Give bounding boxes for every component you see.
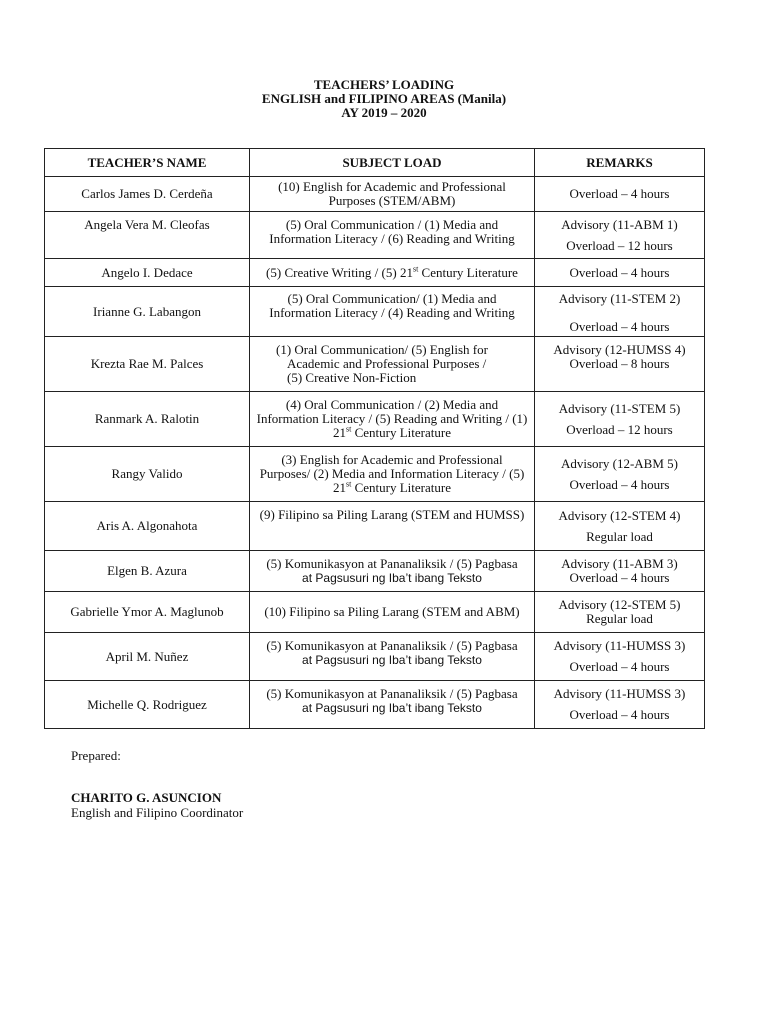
teacher-name-cell: Elgen B. Azura xyxy=(45,551,250,592)
subject-line: (5) Komunikasyon at Pananaliksik / (5) Pagbasa xyxy=(266,638,518,653)
table-row xyxy=(45,212,705,259)
subject-load-cell xyxy=(250,681,535,729)
remarks-cell xyxy=(535,177,705,212)
prepared-label: Prepared: xyxy=(71,748,121,763)
teacher-name-cell: Aris A. Algonahota xyxy=(45,502,250,551)
table-row xyxy=(45,551,705,592)
subject-text: Century Literature xyxy=(351,425,451,440)
subject-line: at Pagsusuri ng Iba’t ibang Teksto xyxy=(302,653,482,667)
subject-text: (5) Creative Writing / (5) 21 xyxy=(266,264,413,280)
ordinal-suffix: st xyxy=(346,424,352,434)
teacher-name-cell: April M. Nuñez xyxy=(45,633,250,681)
subject-line: (1) Oral Communication/ (5) English for xyxy=(276,342,488,357)
signatory-title: English and Filipino Coordinator xyxy=(71,805,244,820)
document-subtitle: ENGLISH and FILIPINO AREAS (Manila) xyxy=(261,91,507,106)
signatory-block xyxy=(71,790,243,820)
remarks-cell xyxy=(535,551,705,592)
remarks-advisory: Advisory (11-ABM 3) xyxy=(561,556,678,571)
teacher-name-cell: Michelle Q. Rodriguez xyxy=(45,681,250,729)
remarks-advisory: Advisory (11-HUMSS 3) xyxy=(553,686,686,701)
remarks-advisory: Advisory (11-HUMSS 3) xyxy=(553,638,686,653)
remarks-load: Regular load xyxy=(586,528,653,544)
remarks-text: Overload – 4 hours xyxy=(569,186,670,201)
ordinal-suffix: st xyxy=(346,479,352,489)
signatory-name: CHARITO G. ASUNCION xyxy=(71,790,222,805)
remarks-load: Overload – 8 hours xyxy=(569,356,670,371)
subject-load-cell xyxy=(250,259,535,287)
remarks-load: Overload – 4 hours xyxy=(569,319,670,334)
subject-load-cell: (5) Oral Communication/ (1) Media and Information Literacy / (4) Reading and Writing xyxy=(250,287,535,337)
teacher-name-cell: Angela Vera M. Cleofas xyxy=(45,212,250,259)
subject-load-cell xyxy=(250,337,535,392)
remarks-cell xyxy=(535,633,705,681)
subject-line: at Pagsusuri ng Iba’t ibang Teksto xyxy=(302,571,482,585)
subject-load-cell: (10) English for Academic and Professional Purposes (STEM/ABM) xyxy=(250,177,535,212)
subject-load-cell: (10) Filipino sa Piling Larang (STEM and ABM) xyxy=(250,592,535,633)
remarks-load: Regular load xyxy=(586,611,653,626)
remarks-load: Overload – 4 hours xyxy=(569,570,670,585)
subject-line: (5) Creative Non-Fiction xyxy=(287,370,417,385)
remarks-advisory: Advisory (11-STEM 2) xyxy=(558,291,681,306)
subject-text: (3) English for Academic and Professional Purposes/ (2) Media and Information Literacy / (5) 21 xyxy=(259,452,525,495)
teacher-name-cell: Gabrielle Ymor A. Maglunob xyxy=(45,592,250,633)
remarks-cell xyxy=(535,592,705,633)
remarks-advisory: Advisory (11-ABM 1) xyxy=(561,217,678,232)
remarks-advisory: Advisory (12-ABM 5) xyxy=(561,455,678,471)
remarks-text: Overload – 4 hours xyxy=(569,264,670,280)
teacher-name-cell: Angelo I. Dedace xyxy=(45,259,250,287)
teacher-name-cell: Irianne G. Labangon xyxy=(45,287,250,337)
remarks-load: Overload – 4 hours xyxy=(569,659,670,674)
remarks-load: Overload – 12 hours xyxy=(566,238,673,253)
table-header-row xyxy=(45,149,705,177)
table-row xyxy=(45,259,705,287)
teachers-loading-table xyxy=(44,148,705,729)
teacher-name-cell: Krezta Rae M. Palces xyxy=(45,337,250,392)
column-header-subject-load: SUBJECT LOAD xyxy=(250,149,535,177)
remarks-cell xyxy=(535,392,705,447)
teacher-name-cell: Ranmark A. Ralotin xyxy=(45,392,250,447)
remarks-advisory: Advisory (11-STEM 5) xyxy=(558,400,681,416)
subject-load-cell: (9) Filipino sa Piling Larang (STEM and HUMSS) xyxy=(250,502,535,551)
subject-text: Century Literature xyxy=(418,264,518,280)
subject-text: (4) Oral Communication / (2) Media and Information Literacy / (5) Reading and Writing / (1) 21 xyxy=(256,397,528,440)
table-row xyxy=(45,681,705,729)
column-header-teacher-name: TEACHER’S NAME xyxy=(45,149,250,177)
table-row xyxy=(45,592,705,633)
document-title-block xyxy=(0,78,768,120)
subject-line: (5) Komunikasyon at Pananaliksik / (5) Pagbasa xyxy=(266,686,518,701)
subject-load-cell: (5) Oral Communication / (1) Media and Information Literacy / (6) Reading and Writing xyxy=(250,212,535,259)
remarks-cell xyxy=(535,681,705,729)
subject-line: at Pagsusuri ng Iba’t ibang Teksto xyxy=(302,701,482,715)
table-row xyxy=(45,337,705,392)
table-row xyxy=(45,177,705,212)
table-row xyxy=(45,447,705,502)
remarks-load: Overload – 4 hours xyxy=(569,476,670,492)
table-row xyxy=(45,392,705,447)
remarks-cell xyxy=(535,287,705,337)
table-row xyxy=(45,287,705,337)
remarks-advisory: Advisory (12-STEM 4) xyxy=(558,507,681,523)
remarks-cell xyxy=(535,447,705,502)
remarks-cell xyxy=(535,337,705,392)
ordinal-suffix: st xyxy=(412,264,419,274)
subject-load-cell xyxy=(250,447,535,502)
teacher-name-cell: Rangy Valido xyxy=(45,447,250,502)
subject-line: (5) Komunikasyon at Pananaliksik / (5) Pagbasa xyxy=(266,556,518,571)
remarks-advisory: Advisory (12-STEM 5) xyxy=(558,597,681,612)
teacher-name-cell: Carlos James D. Cerdeña xyxy=(45,177,250,212)
table-row xyxy=(45,633,705,681)
table-row xyxy=(45,502,705,551)
subject-text: Century Literature xyxy=(351,480,451,495)
subject-load-cell xyxy=(250,392,535,447)
subject-line: Academic and Professional Purposes / xyxy=(287,356,487,371)
column-header-remarks: REMARKS xyxy=(535,149,705,177)
remarks-cell xyxy=(535,502,705,551)
remarks-load: Overload – 12 hours xyxy=(566,421,673,437)
academic-year: AY 2019 – 2020 xyxy=(341,105,427,120)
remarks-advisory: Advisory (12-HUMSS 4) xyxy=(553,342,686,357)
remarks-cell xyxy=(535,259,705,287)
document-title: TEACHERS’ LOADING xyxy=(313,77,455,92)
subject-load-cell xyxy=(250,633,535,681)
remarks-load: Overload – 4 hours xyxy=(569,707,670,722)
subject-load-cell xyxy=(250,551,535,592)
remarks-cell xyxy=(535,212,705,259)
